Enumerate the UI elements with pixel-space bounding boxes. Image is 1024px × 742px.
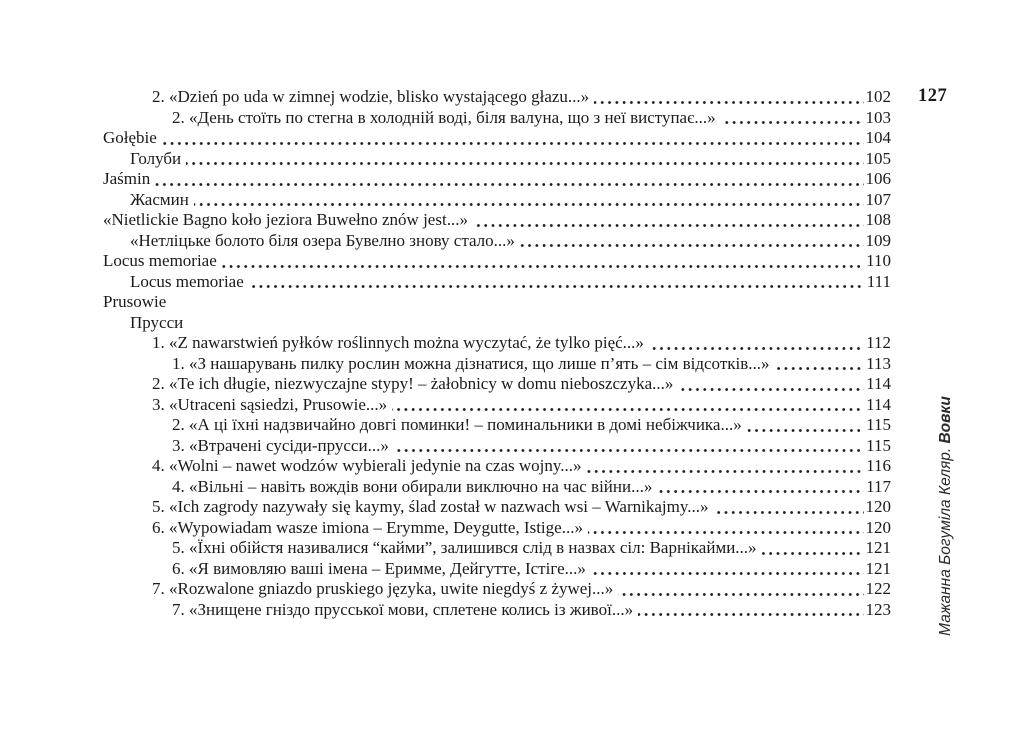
toc-entry-page: 114 [866,394,891,414]
toc-entry-page: 110 [866,251,891,270]
dot-leader [618,593,863,596]
dot-leader [762,552,864,555]
toc-entry [103,210,891,231]
toc-entry [103,333,891,354]
toc-entry-page: 121 [865,538,891,557]
toc-entry-title: 2. «День стоїть по стегна в холодній воді, біля валуна, що з неї виступає...» [172,107,716,127]
dot-leader [520,244,864,247]
toc-entry-title: Locus memoriae [130,271,244,291]
dot-leader [473,224,864,227]
toc-entry-title: 3. «Utraceni sąsiedzi, Prusowie...» [152,394,388,414]
dot-leader [162,142,864,145]
toc-entry-page: 104 [865,128,891,147]
toc-entry-page: 113 [866,353,891,373]
toc-entry-title: 6. «Wypowiadam wasze imiona – Erymme, Deygutte, Istige...» [152,517,583,537]
toc-entry-page: 116 [866,456,891,475]
toc-entry-page: 121 [865,558,891,578]
toc-entry [103,272,891,293]
toc-entry-title: 1. «З нашарувань пилку рослин можна дізнатися, що лише п’ять – сім відсотків...» [172,353,770,373]
dot-leader [194,203,864,206]
dot-leader [222,265,864,268]
toc-entry-title: 6. «Я вимовляю ваші імена – Еримме, Дейгутте, Істіге...» [172,558,586,578]
toc-entry-title: «Нетліцьке болото біля озера Бувелно знову стало...» [130,230,515,250]
toc-entry-title: 5. «Ich zagrody nazywały się kaymy, ślad został w nazwach wsi – Warnikajmy...» [152,497,709,516]
dot-leader [721,121,864,124]
dot-leader [678,388,864,391]
toc-entry-title: 7. «Rozwalone gniazdo pruskiego języka, uwite niegdyś z żywej...» [152,579,614,598]
toc-entry [103,354,891,375]
toc-entry-title: Жасмин [130,189,189,209]
dot-leader [594,101,863,104]
toc-entry-title: 4. «Wolni – nawet wodzów wybierali jedynie na czas wojny...» [152,456,582,475]
toc-entry [103,313,891,334]
running-title [937,396,955,636]
toc-entry [103,251,891,272]
toc-entry-page: 115 [866,415,891,434]
toc-entry-title: Prusowie [103,292,167,311]
toc-entry [103,292,891,313]
toc-entry-page: 114 [866,374,891,393]
toc-entry [103,149,891,170]
toc-entry-page: 103 [865,107,891,127]
toc-entry-title: 1. «Z nawarstwień pyłków roślinnych można wyczytać, że tylko pięć...» [152,333,644,352]
toc-entry [103,579,891,600]
author-name: Мажанна Богуміла Келяр. [937,443,954,636]
dot-leader [657,490,864,493]
toc-entry-title: Gołębie [103,128,157,147]
dot-leader [186,162,863,165]
toc-entry [103,600,891,621]
toc-entry [103,518,891,539]
toc-entry-title: Jaśmin [103,169,151,188]
folio-number: 127 [918,86,948,106]
dot-leader [775,367,865,370]
toc-entry [103,108,891,129]
dot-leader [249,285,865,288]
toc-entry-page: 109 [865,230,891,250]
toc-entry [103,456,891,477]
toc-entry-page: 105 [865,148,891,168]
dot-leader [638,613,863,616]
dot-leader [392,408,864,411]
toc-entry-page: 115 [866,435,891,455]
toc-entry-page: 102 [865,87,891,106]
dot-leader [713,511,863,514]
toc-entry [103,497,891,518]
dot-leader [155,183,863,186]
toc-entry [103,436,891,457]
dot-leader [588,531,864,534]
toc-entry-page: 123 [865,599,891,619]
toc-entry-page: 108 [865,210,891,229]
dot-leader [649,347,864,350]
toc-entry-page: 120 [865,517,891,537]
dot-leader [394,449,864,452]
dot-leader [747,429,864,432]
toc-entry-title: «Nietlickie Bagno koło jeziora Buwełno znów jest...» [103,210,468,229]
toc-entry-page: 122 [865,579,891,598]
toc-entry [103,415,891,436]
toc-entry [103,87,891,108]
toc-entry-title: 2. «Te ich długie, niezwyczajne stypy! – żałobnicy w domu nieboszczyka...» [152,374,674,393]
toc-entry-title: 3. «Втрачені сусіди-прусси...» [172,435,389,455]
table-of-contents [103,87,891,620]
toc-entry [103,395,891,416]
toc-entry [103,374,891,395]
toc-entry-title: 2. «Dzień po uda w zimnej wodzie, blisko wystającego głazu...» [152,87,590,106]
toc-entry [103,559,891,580]
toc-entry-page: 107 [865,189,891,209]
toc-entry-title: 7. «Знищене гніздо прусської мови, сплетене колись із живої...» [172,599,634,619]
toc-entry [103,169,891,190]
toc-entry-page: 117 [866,476,891,496]
toc-entry-title: Голуби [130,148,182,168]
toc-entry-page: 106 [865,169,891,188]
toc-entry [103,477,891,498]
toc-entry-title: 4. «Вільні – навіть вождів вони обирали виключно на час війни...» [172,476,653,496]
toc-entry-title: 5. «Їхні обійстя називалися “кайми”, залишився слід в назвах сіл: Варнікайми...» [172,538,757,557]
toc-entry [103,190,891,211]
toc-entry-title: Locus memoriae [103,251,217,270]
toc-entry [103,538,891,559]
toc-entry [103,231,891,252]
toc-entry-page: 111 [866,271,891,291]
toc-entry [103,128,891,149]
toc-entry-title: Прусси [130,312,184,332]
book-title: Вовки [937,396,954,444]
dot-leader [591,572,864,575]
toc-entry-page: 112 [866,333,891,352]
dot-leader [587,470,865,473]
toc-entry-title: 2. «А ці їхні надзвичайно довгі поминки! – поминальники в домі небіжчика...» [172,415,742,434]
toc-entry-page: 120 [865,497,891,516]
